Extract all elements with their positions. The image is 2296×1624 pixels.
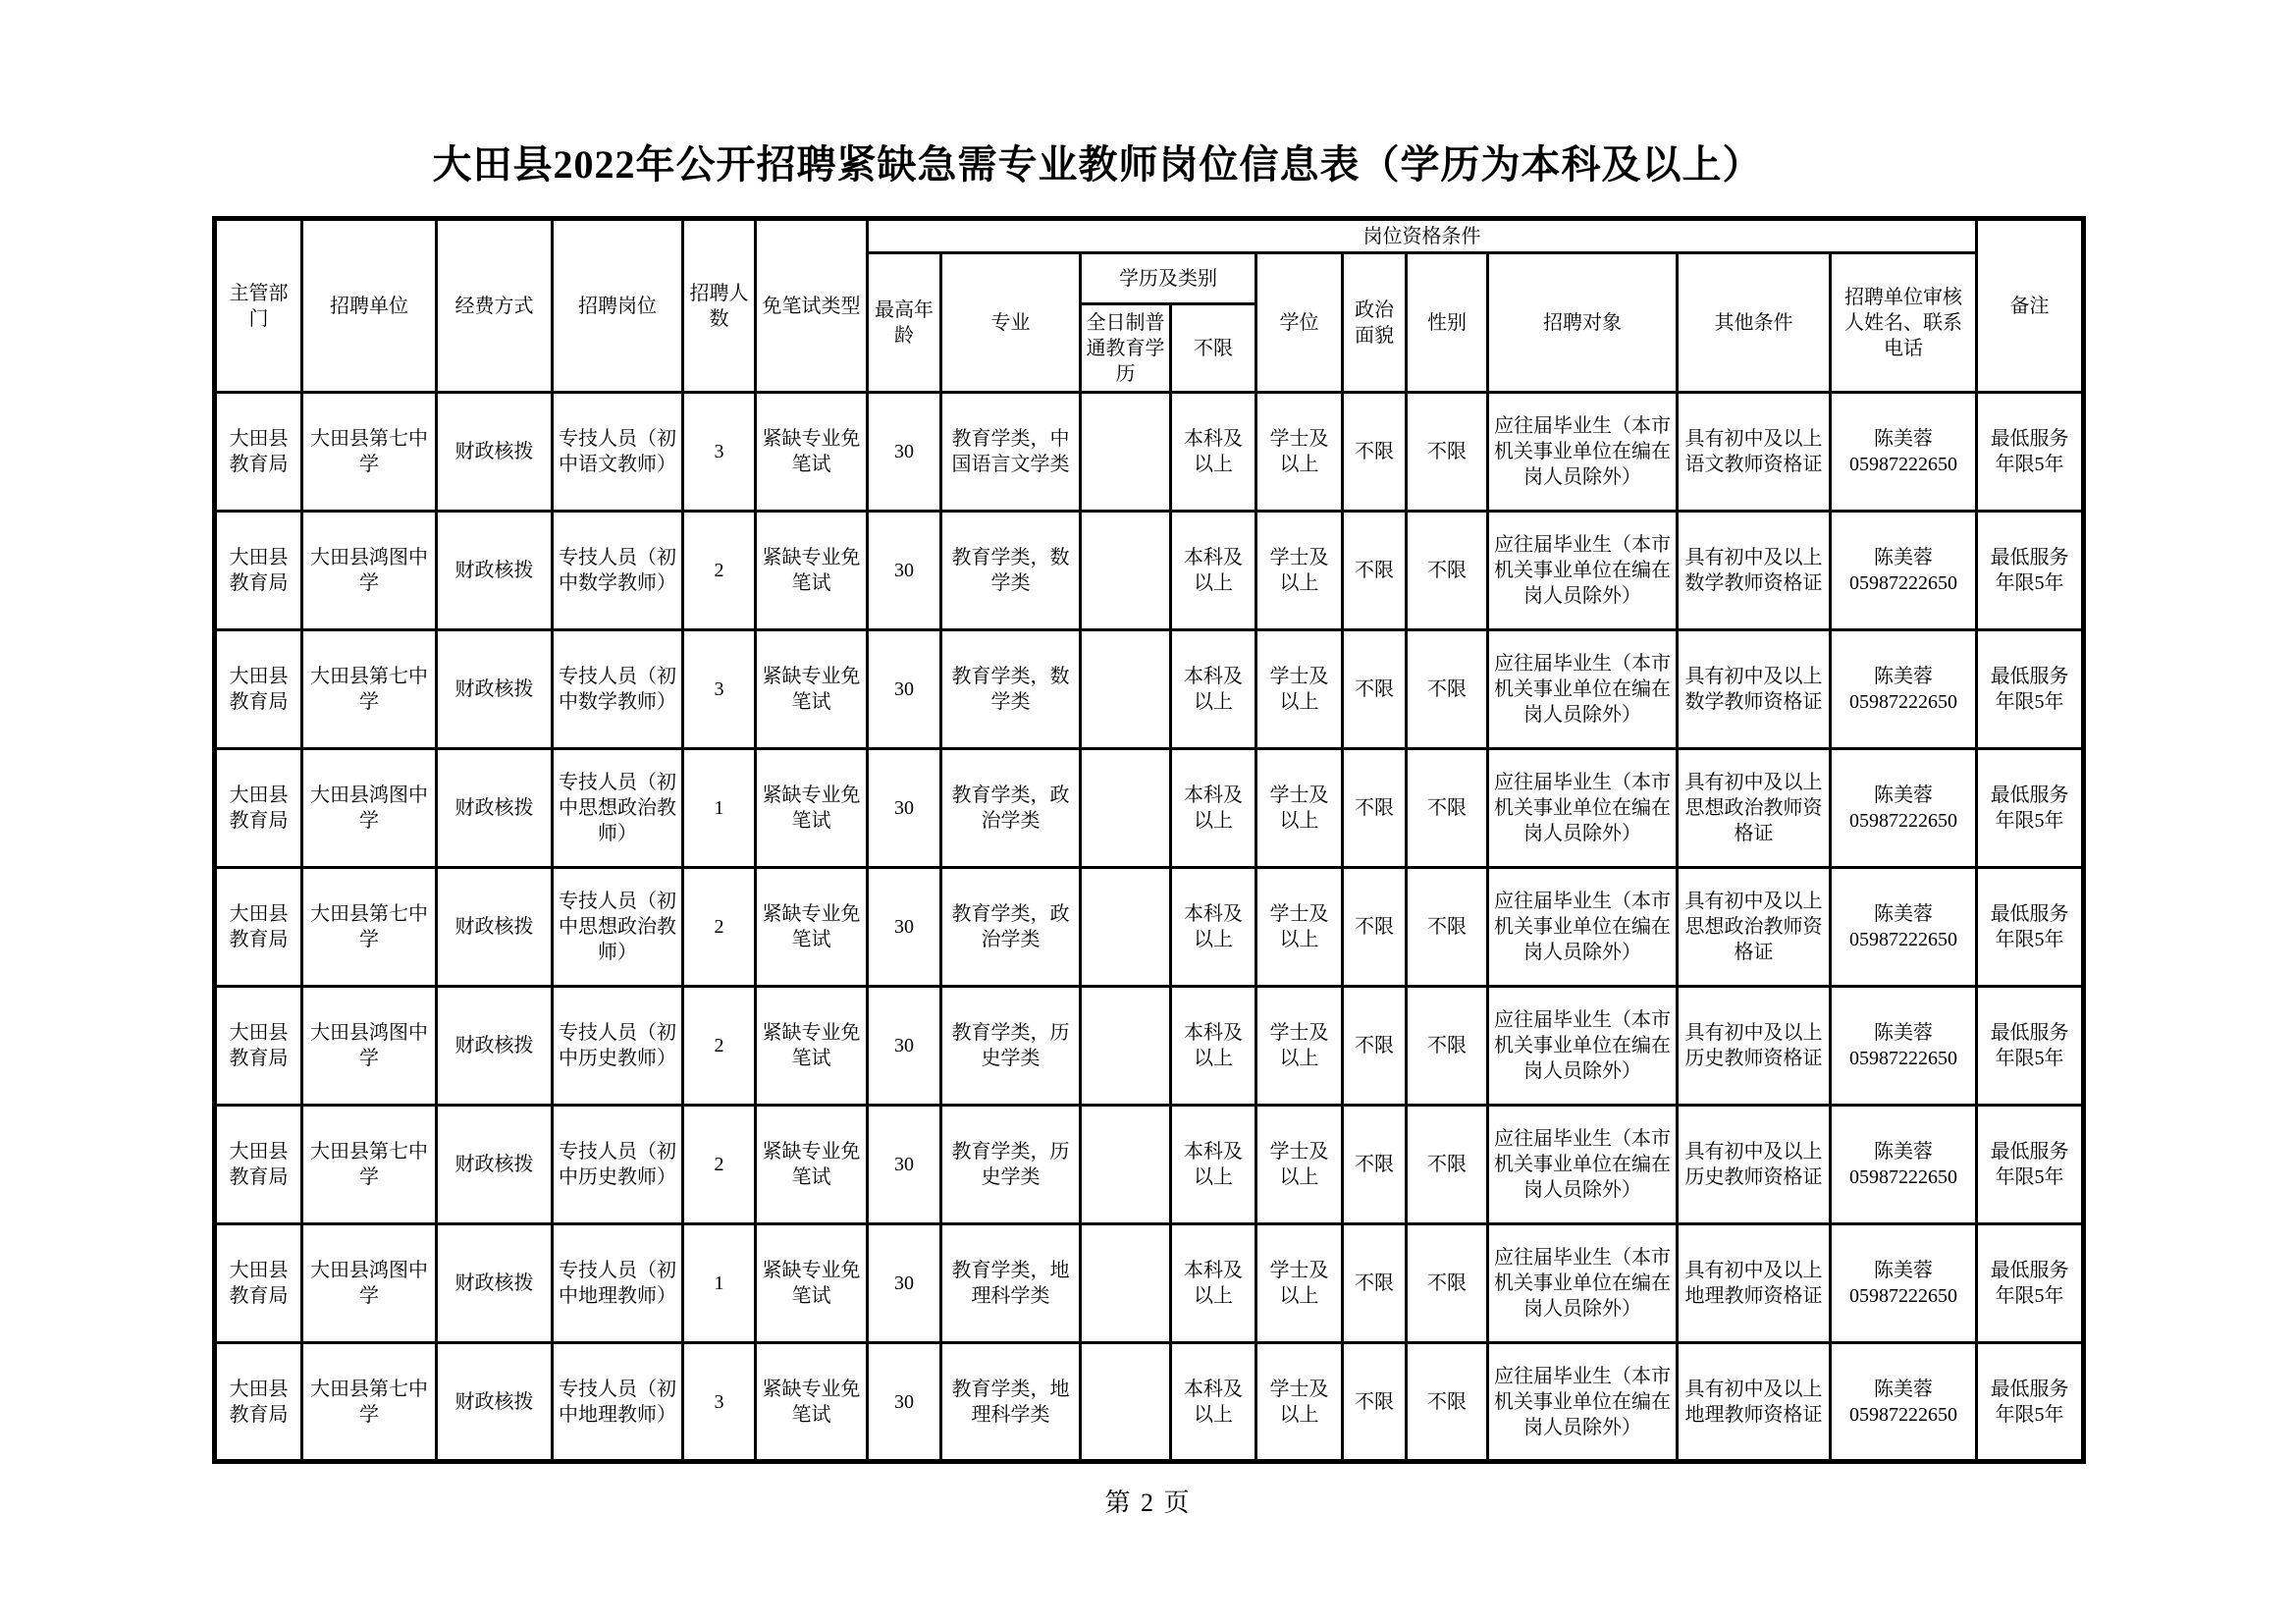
header-political: 政治面貌 (1343, 253, 1407, 393)
contact-phone: 05987222650 (1849, 1166, 1958, 1188)
header-qualification-band: 岗位资格条件 (868, 219, 1977, 253)
contact-name: 陈美蓉 (1874, 547, 1934, 568)
cell-max-age: 30 (868, 512, 941, 630)
cell-political: 不限 (1343, 630, 1407, 749)
contact-name: 陈美蓉 (1874, 1141, 1934, 1163)
cell-unlimited-edu: 本科及以上 (1171, 393, 1256, 512)
cell-max-age: 30 (868, 987, 941, 1106)
cell-exam-type: 紧缺专业免笔试 (756, 987, 868, 1106)
cell-target: 应往届毕业生（本市机关事业单位在编在岗人员除外） (1488, 630, 1678, 749)
header-unlimited-edu: 不限 (1171, 304, 1256, 393)
cell-position: 专技人员（初中历史教师） (553, 1106, 683, 1224)
cell-degree: 学士及以上 (1256, 749, 1343, 868)
cell-exam-type: 紧缺专业免笔试 (756, 1224, 868, 1343)
header-max-age: 最高年龄 (868, 253, 941, 393)
cell-fulltime-edu (1081, 1106, 1171, 1224)
cell-exam-type: 紧缺专业免笔试 (756, 749, 868, 868)
cell-max-age: 30 (868, 393, 941, 512)
cell-unit: 大田县鸿图中学 (302, 512, 437, 630)
contact-name: 陈美蓉 (1874, 1378, 1934, 1400)
cell-fulltime-edu (1081, 749, 1171, 868)
cell-dept: 大田县教育局 (215, 987, 302, 1106)
cell-position: 专技人员（初中历史教师） (553, 987, 683, 1106)
contact-phone: 05987222650 (1849, 1048, 1958, 1069)
cell-exam-type: 紧缺专业免笔试 (756, 512, 868, 630)
cell-exam-type: 紧缺专业免笔试 (756, 1106, 868, 1224)
cell-gender: 不限 (1407, 749, 1488, 868)
table-row (215, 987, 2084, 1106)
cell-major: 教育学类，中国语言文学类 (941, 393, 1081, 512)
contact-phone: 05987222650 (1849, 1285, 1958, 1307)
cell-other: 具有初中及以上思想政治教师资格证 (1678, 749, 1831, 868)
contact-name: 陈美蓉 (1874, 785, 1934, 806)
header-target: 招聘对象 (1488, 253, 1678, 393)
cell-degree: 学士及以上 (1256, 987, 1343, 1106)
cell-fulltime-edu (1081, 630, 1171, 749)
cell-position: 专技人员（初中语文教师） (553, 393, 683, 512)
cell-fulltime-edu (1081, 987, 1171, 1106)
cell-count: 3 (683, 1343, 756, 1462)
cell-remark: 最低服务年限5年 (1977, 512, 2084, 630)
cell-position: 专技人员（初中数学教师） (553, 512, 683, 630)
cell-contact (1831, 512, 1977, 630)
contact-phone: 05987222650 (1849, 691, 1958, 713)
table-row (215, 868, 2084, 987)
cell-unit: 大田县鸿图中学 (302, 749, 437, 868)
cell-target: 应往届毕业生（本市机关事业单位在编在岗人员除外） (1488, 1343, 1678, 1462)
cell-dept: 大田县教育局 (215, 868, 302, 987)
cell-unit: 大田县鸿图中学 (302, 987, 437, 1106)
cell-unit: 大田县第七中学 (302, 630, 437, 749)
cell-exam-type: 紧缺专业免笔试 (756, 868, 868, 987)
cell-unlimited-edu: 本科及以上 (1171, 1106, 1256, 1224)
table-row (215, 512, 2084, 630)
header-degree: 学位 (1256, 253, 1343, 393)
contact-phone: 05987222650 (1849, 454, 1958, 475)
cell-position: 专技人员（初中地理教师） (553, 1224, 683, 1343)
cell-remark: 最低服务年限5年 (1977, 393, 2084, 512)
table-header (215, 219, 2084, 393)
job-info-table (212, 216, 2086, 1464)
cell-count: 3 (683, 630, 756, 749)
cell-political: 不限 (1343, 987, 1407, 1106)
header-fulltime-edu: 全日制普通教育学历 (1081, 304, 1171, 393)
cell-major: 教育学类，政治学类 (941, 868, 1081, 987)
contact-phone: 05987222650 (1849, 929, 1958, 950)
table-row (215, 630, 2084, 749)
cell-target: 应往届毕业生（本市机关事业单位在编在岗人员除外） (1488, 512, 1678, 630)
cell-position: 专技人员（初中思想政治教师） (553, 749, 683, 868)
cell-degree: 学士及以上 (1256, 630, 1343, 749)
header-contact: 招聘单位审核人姓名、联系电话 (1831, 253, 1977, 393)
cell-count: 2 (683, 987, 756, 1106)
cell-other: 具有初中及以上数学教师资格证 (1678, 512, 1831, 630)
table-row (215, 393, 2084, 512)
cell-contact (1831, 1106, 1977, 1224)
cell-major: 教育学类，政治学类 (941, 749, 1081, 868)
cell-gender: 不限 (1407, 987, 1488, 1106)
cell-remark: 最低服务年限5年 (1977, 630, 2084, 749)
cell-funding: 财政核拨 (437, 987, 553, 1106)
header-unit: 招聘单位 (302, 219, 437, 393)
cell-exam-type: 紧缺专业免笔试 (756, 630, 868, 749)
cell-fulltime-edu (1081, 1224, 1171, 1343)
cell-gender: 不限 (1407, 630, 1488, 749)
cell-target: 应往届毕业生（本市机关事业单位在编在岗人员除外） (1488, 749, 1678, 868)
table-row (215, 1224, 2084, 1343)
table-row (215, 1106, 2084, 1224)
cell-major: 教育学类，历史学类 (941, 987, 1081, 1106)
cell-max-age: 30 (868, 1343, 941, 1462)
header-education-band: 学历及类别 (1081, 253, 1256, 304)
cell-gender: 不限 (1407, 1343, 1488, 1462)
cell-funding: 财政核拨 (437, 1343, 553, 1462)
cell-other: 具有初中及以上数学教师资格证 (1678, 630, 1831, 749)
cell-funding: 财政核拨 (437, 630, 553, 749)
cell-count: 1 (683, 1224, 756, 1343)
cell-dept: 大田县教育局 (215, 749, 302, 868)
cell-political: 不限 (1343, 512, 1407, 630)
contact-name: 陈美蓉 (1874, 666, 1934, 687)
cell-remark: 最低服务年限5年 (1977, 1224, 2084, 1343)
cell-political: 不限 (1343, 749, 1407, 868)
header-funding: 经费方式 (437, 219, 553, 393)
cell-unlimited-edu: 本科及以上 (1171, 868, 1256, 987)
cell-funding: 财政核拨 (437, 868, 553, 987)
cell-contact (1831, 393, 1977, 512)
cell-gender: 不限 (1407, 1106, 1488, 1224)
cell-political: 不限 (1343, 1224, 1407, 1343)
page-title: 大田县2022年公开招聘紧缺急需专业教师岗位信息表（学历为本科及以上） (432, 142, 1763, 187)
page-number: 第 2 页 (1104, 1489, 1192, 1517)
cell-max-age: 30 (868, 749, 941, 868)
cell-degree: 学士及以上 (1256, 512, 1343, 630)
cell-count: 2 (683, 1106, 756, 1224)
cell-degree: 学士及以上 (1256, 1343, 1343, 1462)
contact-phone: 05987222650 (1849, 572, 1958, 594)
cell-other: 具有初中及以上地理教师资格证 (1678, 1224, 1831, 1343)
cell-degree: 学士及以上 (1256, 1106, 1343, 1224)
cell-unlimited-edu: 本科及以上 (1171, 749, 1256, 868)
contact-name: 陈美蓉 (1874, 428, 1934, 450)
cell-unit: 大田县第七中学 (302, 1106, 437, 1224)
cell-dept: 大田县教育局 (215, 630, 302, 749)
contact-phone: 05987222650 (1849, 810, 1958, 832)
cell-other: 具有初中及以上历史教师资格证 (1678, 987, 1831, 1106)
cell-gender: 不限 (1407, 868, 1488, 987)
cell-unit: 大田县第七中学 (302, 393, 437, 512)
cell-gender: 不限 (1407, 512, 1488, 630)
cell-fulltime-edu (1081, 393, 1171, 512)
cell-degree: 学士及以上 (1256, 1224, 1343, 1343)
cell-contact (1831, 1343, 1977, 1462)
contact-phone: 05987222650 (1849, 1403, 1958, 1426)
cell-count: 2 (683, 868, 756, 987)
cell-position: 专技人员（初中数学教师） (553, 630, 683, 749)
cell-contact (1831, 749, 1977, 868)
cell-political: 不限 (1343, 1106, 1407, 1224)
header-count: 招聘人数 (683, 219, 756, 393)
cell-dept: 大田县教育局 (215, 1224, 302, 1343)
cell-max-age: 30 (868, 1224, 941, 1343)
cell-other: 具有初中及以上语文教师资格证 (1678, 393, 1831, 512)
cell-other: 具有初中及以上历史教师资格证 (1678, 1106, 1831, 1224)
cell-unit: 大田县鸿图中学 (302, 1224, 437, 1343)
cell-unit: 大田县第七中学 (302, 1343, 437, 1462)
cell-major: 教育学类，地理科学类 (941, 1224, 1081, 1343)
cell-exam-type: 紧缺专业免笔试 (756, 1343, 868, 1462)
cell-other: 具有初中及以上地理教师资格证 (1678, 1343, 1831, 1462)
cell-degree: 学士及以上 (1256, 868, 1343, 987)
contact-name: 陈美蓉 (1874, 903, 1934, 925)
cell-major: 教育学类，地理科学类 (941, 1343, 1081, 1462)
cell-contact (1831, 987, 1977, 1106)
cell-fulltime-edu (1081, 868, 1171, 987)
cell-unlimited-edu: 本科及以上 (1171, 630, 1256, 749)
cell-contact (1831, 630, 1977, 749)
cell-remark: 最低服务年限5年 (1977, 987, 2084, 1106)
table-row (215, 749, 2084, 868)
cell-remark: 最低服务年限5年 (1977, 1343, 2084, 1462)
cell-position: 专技人员（初中思想政治教师） (553, 868, 683, 987)
cell-fulltime-edu (1081, 1343, 1171, 1462)
table-body (215, 393, 2084, 1462)
cell-unlimited-edu: 本科及以上 (1171, 987, 1256, 1106)
cell-max-age: 30 (868, 1106, 941, 1224)
cell-unlimited-edu: 本科及以上 (1171, 512, 1256, 630)
cell-contact (1831, 1224, 1977, 1343)
cell-count: 3 (683, 393, 756, 512)
cell-count: 1 (683, 749, 756, 868)
cell-dept: 大田县教育局 (215, 512, 302, 630)
contact-name: 陈美蓉 (1874, 1022, 1934, 1044)
cell-remark: 最低服务年限5年 (1977, 1106, 2084, 1224)
cell-contact (1831, 868, 1977, 987)
cell-remark: 最低服务年限5年 (1977, 749, 2084, 868)
cell-major: 教育学类，历史学类 (941, 1106, 1081, 1224)
cell-remark: 最低服务年限5年 (1977, 868, 2084, 987)
cell-major: 教育学类，数学类 (941, 630, 1081, 749)
cell-gender: 不限 (1407, 393, 1488, 512)
cell-dept: 大田县教育局 (215, 393, 302, 512)
contact-name: 陈美蓉 (1874, 1260, 1934, 1281)
cell-exam-type: 紧缺专业免笔试 (756, 393, 868, 512)
cell-count: 2 (683, 512, 756, 630)
header-other: 其他条件 (1678, 253, 1831, 393)
header-dept: 主管部门 (215, 219, 302, 393)
cell-target: 应往届毕业生（本市机关事业单位在编在岗人员除外） (1488, 1106, 1678, 1224)
cell-fulltime-edu (1081, 512, 1171, 630)
cell-max-age: 30 (868, 630, 941, 749)
header-exam-type: 免笔试类型 (756, 219, 868, 393)
cell-dept: 大田县教育局 (215, 1343, 302, 1462)
cell-other: 具有初中及以上思想政治教师资格证 (1678, 868, 1831, 987)
cell-political: 不限 (1343, 393, 1407, 512)
cell-position: 专技人员（初中地理教师） (553, 1343, 683, 1462)
cell-major: 教育学类，数学类 (941, 512, 1081, 630)
cell-target: 应往届毕业生（本市机关事业单位在编在岗人员除外） (1488, 393, 1678, 512)
cell-target: 应往届毕业生（本市机关事业单位在编在岗人员除外） (1488, 1224, 1678, 1343)
cell-gender: 不限 (1407, 1224, 1488, 1343)
cell-political: 不限 (1343, 1343, 1407, 1462)
cell-political: 不限 (1343, 868, 1407, 987)
table-row (215, 1343, 2084, 1462)
cell-target: 应往届毕业生（本市机关事业单位在编在岗人员除外） (1488, 987, 1678, 1106)
cell-max-age: 30 (868, 868, 941, 987)
header-position: 招聘岗位 (553, 219, 683, 393)
cell-unlimited-edu: 本科及以上 (1171, 1224, 1256, 1343)
cell-funding: 财政核拨 (437, 512, 553, 630)
cell-degree: 学士及以上 (1256, 393, 1343, 512)
cell-funding: 财政核拨 (437, 749, 553, 868)
header-gender: 性别 (1407, 253, 1488, 393)
cell-unlimited-edu: 本科及以上 (1171, 1343, 1256, 1462)
cell-funding: 财政核拨 (437, 393, 553, 512)
cell-funding: 财政核拨 (437, 1106, 553, 1224)
cell-target: 应往届毕业生（本市机关事业单位在编在岗人员除外） (1488, 868, 1678, 987)
cell-unit: 大田县第七中学 (302, 868, 437, 987)
cell-funding: 财政核拨 (437, 1224, 553, 1343)
header-remark: 备注 (1977, 219, 2084, 393)
cell-dept: 大田县教育局 (215, 1106, 302, 1224)
header-major: 专业 (941, 253, 1081, 393)
